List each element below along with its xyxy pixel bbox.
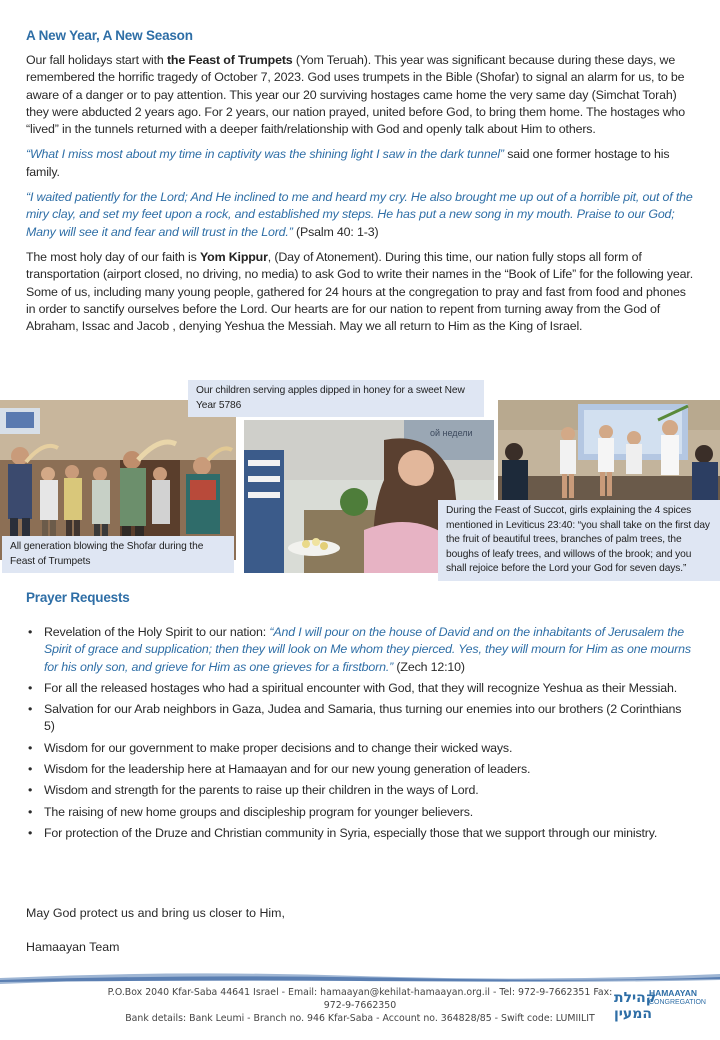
footer-wave: [0, 968, 720, 988]
zechariah-quote: “And I will pour on the house of David and on the inhabitants of Jerusalem the Spirit of grace and supplication; then they will look on Me whom they pierced. Yes, they will mourn for Him as one mourns for his only son, and grieve for Him as one grieves for a firstborn.”: [44, 625, 691, 674]
screen-text: ой недели: [430, 428, 473, 438]
newsletter-body: [26, 28, 698, 335]
list-item: • Salvation for our Arab neighbors in Gaza, Judea and Samaria, thus turning our enemies into our brothers (2 Corinthians 5): [26, 701, 694, 736]
logo-english: HAMAAYAN CONGREGATION: [648, 988, 706, 1006]
yom-kippur-paragraph: The most holy day of our faith is Yom Kippur, (Day of Atonement). During this time, our nation fully stops all form of transportation (airport closed, no driving, no media) to ask God to write their names in the “Book of Life” for the following year. Some of us, including many young people, gathered for 24 hours at the congregation to pray and fast from food and phones in order to sanctify ourselves before the Lord. Our hearts are for our nation to repent from turning away from the God of Abraham, Issac and Jacob , denying Yeshua the Messiah. May we all return to Him as the King of Israel.: [26, 249, 693, 334]
hamaayan-logo: [614, 986, 706, 1022]
logo-hebrew: קהילת המעין: [614, 990, 657, 1022]
list-item: • Wisdom for the leadership here at Hamaayan and for our new young generation of leaders.: [26, 761, 694, 778]
footer-bank: Bank details: Bank Leumi - Branch no. 946 Kfar-Saba - Account no. 364828/85 - Swift code: LUMIILIT: [125, 1013, 595, 1024]
prayer-list: [26, 624, 694, 846]
list-item: • For protection of the Druze and Christian community in Syria, especially those that we support through our ministry.: [26, 825, 694, 842]
shofar-caption: All generation blowing the Shofar during the Feast of Trumpets: [2, 536, 234, 573]
hostage-quote-paragraph: “What I miss most about my time in captivity was the shining light I saw in the dark tunnel” said one former hostage to his family.: [26, 147, 670, 179]
signature: Hamaayan Team: [26, 940, 120, 954]
list-item: • Revelation of the Holy Spirit to our nation: “And I will pour on the house of David and on the inhabitants of Jerusalem the Spirit of grace and supplication; then they will look on Me whom they pierced. Yes, they will mourn for Him as one mourns for his only son, and grieve for Him as one grieves for a firstborn.” (Zech 12:10): [26, 624, 694, 676]
psalm-reference: (Psalm 40: 1-3): [292, 224, 379, 239]
apples-caption: Our children serving apples dipped in honey for a sweet New Year 5786: [188, 380, 484, 417]
closing-line: May God protect us and bring us closer to Him,: [26, 906, 285, 920]
yom-kippur-bold: Yom Kippur: [199, 249, 268, 264]
footer: [0, 968, 720, 1040]
footer-address: P.O.Box 2040 Kfar-Saba 44641 Israel - Email: hamaayan@kehilat-hamaayan.org.il - Tel: 972-9-7662351 Fax: 972-9-7662350: [107, 987, 613, 1011]
section-title: A New Year, A New Season: [26, 28, 193, 43]
prayer-requests-title: Prayer Requests: [26, 590, 130, 605]
succot-caption: During the Feast of Succot, girls explaining the 4 spices mentioned in Leviticus 23:40: “you shall take on the first day the fruit of beautiful trees, branches of palm trees, the boughs of leafy trees, and willows of the brook; and you shall rejoice before the Lord your God for seven days.”: [438, 500, 720, 581]
feast-of-trumpets-paragraph: Our fall holidays start with the Feast of Trumpets (Yom Teruah). This year was significant because during these days, we remembered the horrific tragedy of October 7, 2023. God uses trumpets in the Bible (Shofar) to signal an alarm for us, to be aware of a danger or to pay attention. This year our 20 surviving hostages came home the very same day (Simchat Torah) they were abducted 2 years ago. For 2 years, our nation prayed, united before God, to bring them home. The hostages who “lived” in the tunnels returned with a deeper faith/relationship with God and openly talk about Him to others.: [26, 53, 685, 137]
footer-contact: [100, 986, 620, 1025]
feast-of-trumpets-bold: the Feast of Trumpets: [166, 53, 293, 67]
list-item: • Wisdom for our government to make proper decisions and to change their wicked ways.: [26, 740, 694, 757]
psalm-quote: “I waited patiently for the Lord; And He inclined to me and heard my cry. He also brought me up out of a horrible pit, out of the miry clay, and set my feet upon a rock, and established my steps. He has put a new song in my mouth. Praise to our God; Many will see it and fear and will trust in the Lord.”: [26, 190, 693, 239]
list-item: • The raising of new home groups and discipleship program for younger believers.: [26, 804, 694, 821]
photo-collage: [0, 380, 720, 602]
hostage-quote: “What I miss most about my time in captivity was the shining light I saw in the dark tunnel”: [26, 147, 504, 162]
psalm-quote-paragraph: [26, 189, 698, 241]
list-item: • Wisdom and strength for the parents to raise up their children in the ways of Lord.: [26, 782, 694, 799]
list-item: • For all the released hostages who had a spiritual encounter with God, that they will recognize Yeshua as their Messiah.: [26, 680, 694, 697]
